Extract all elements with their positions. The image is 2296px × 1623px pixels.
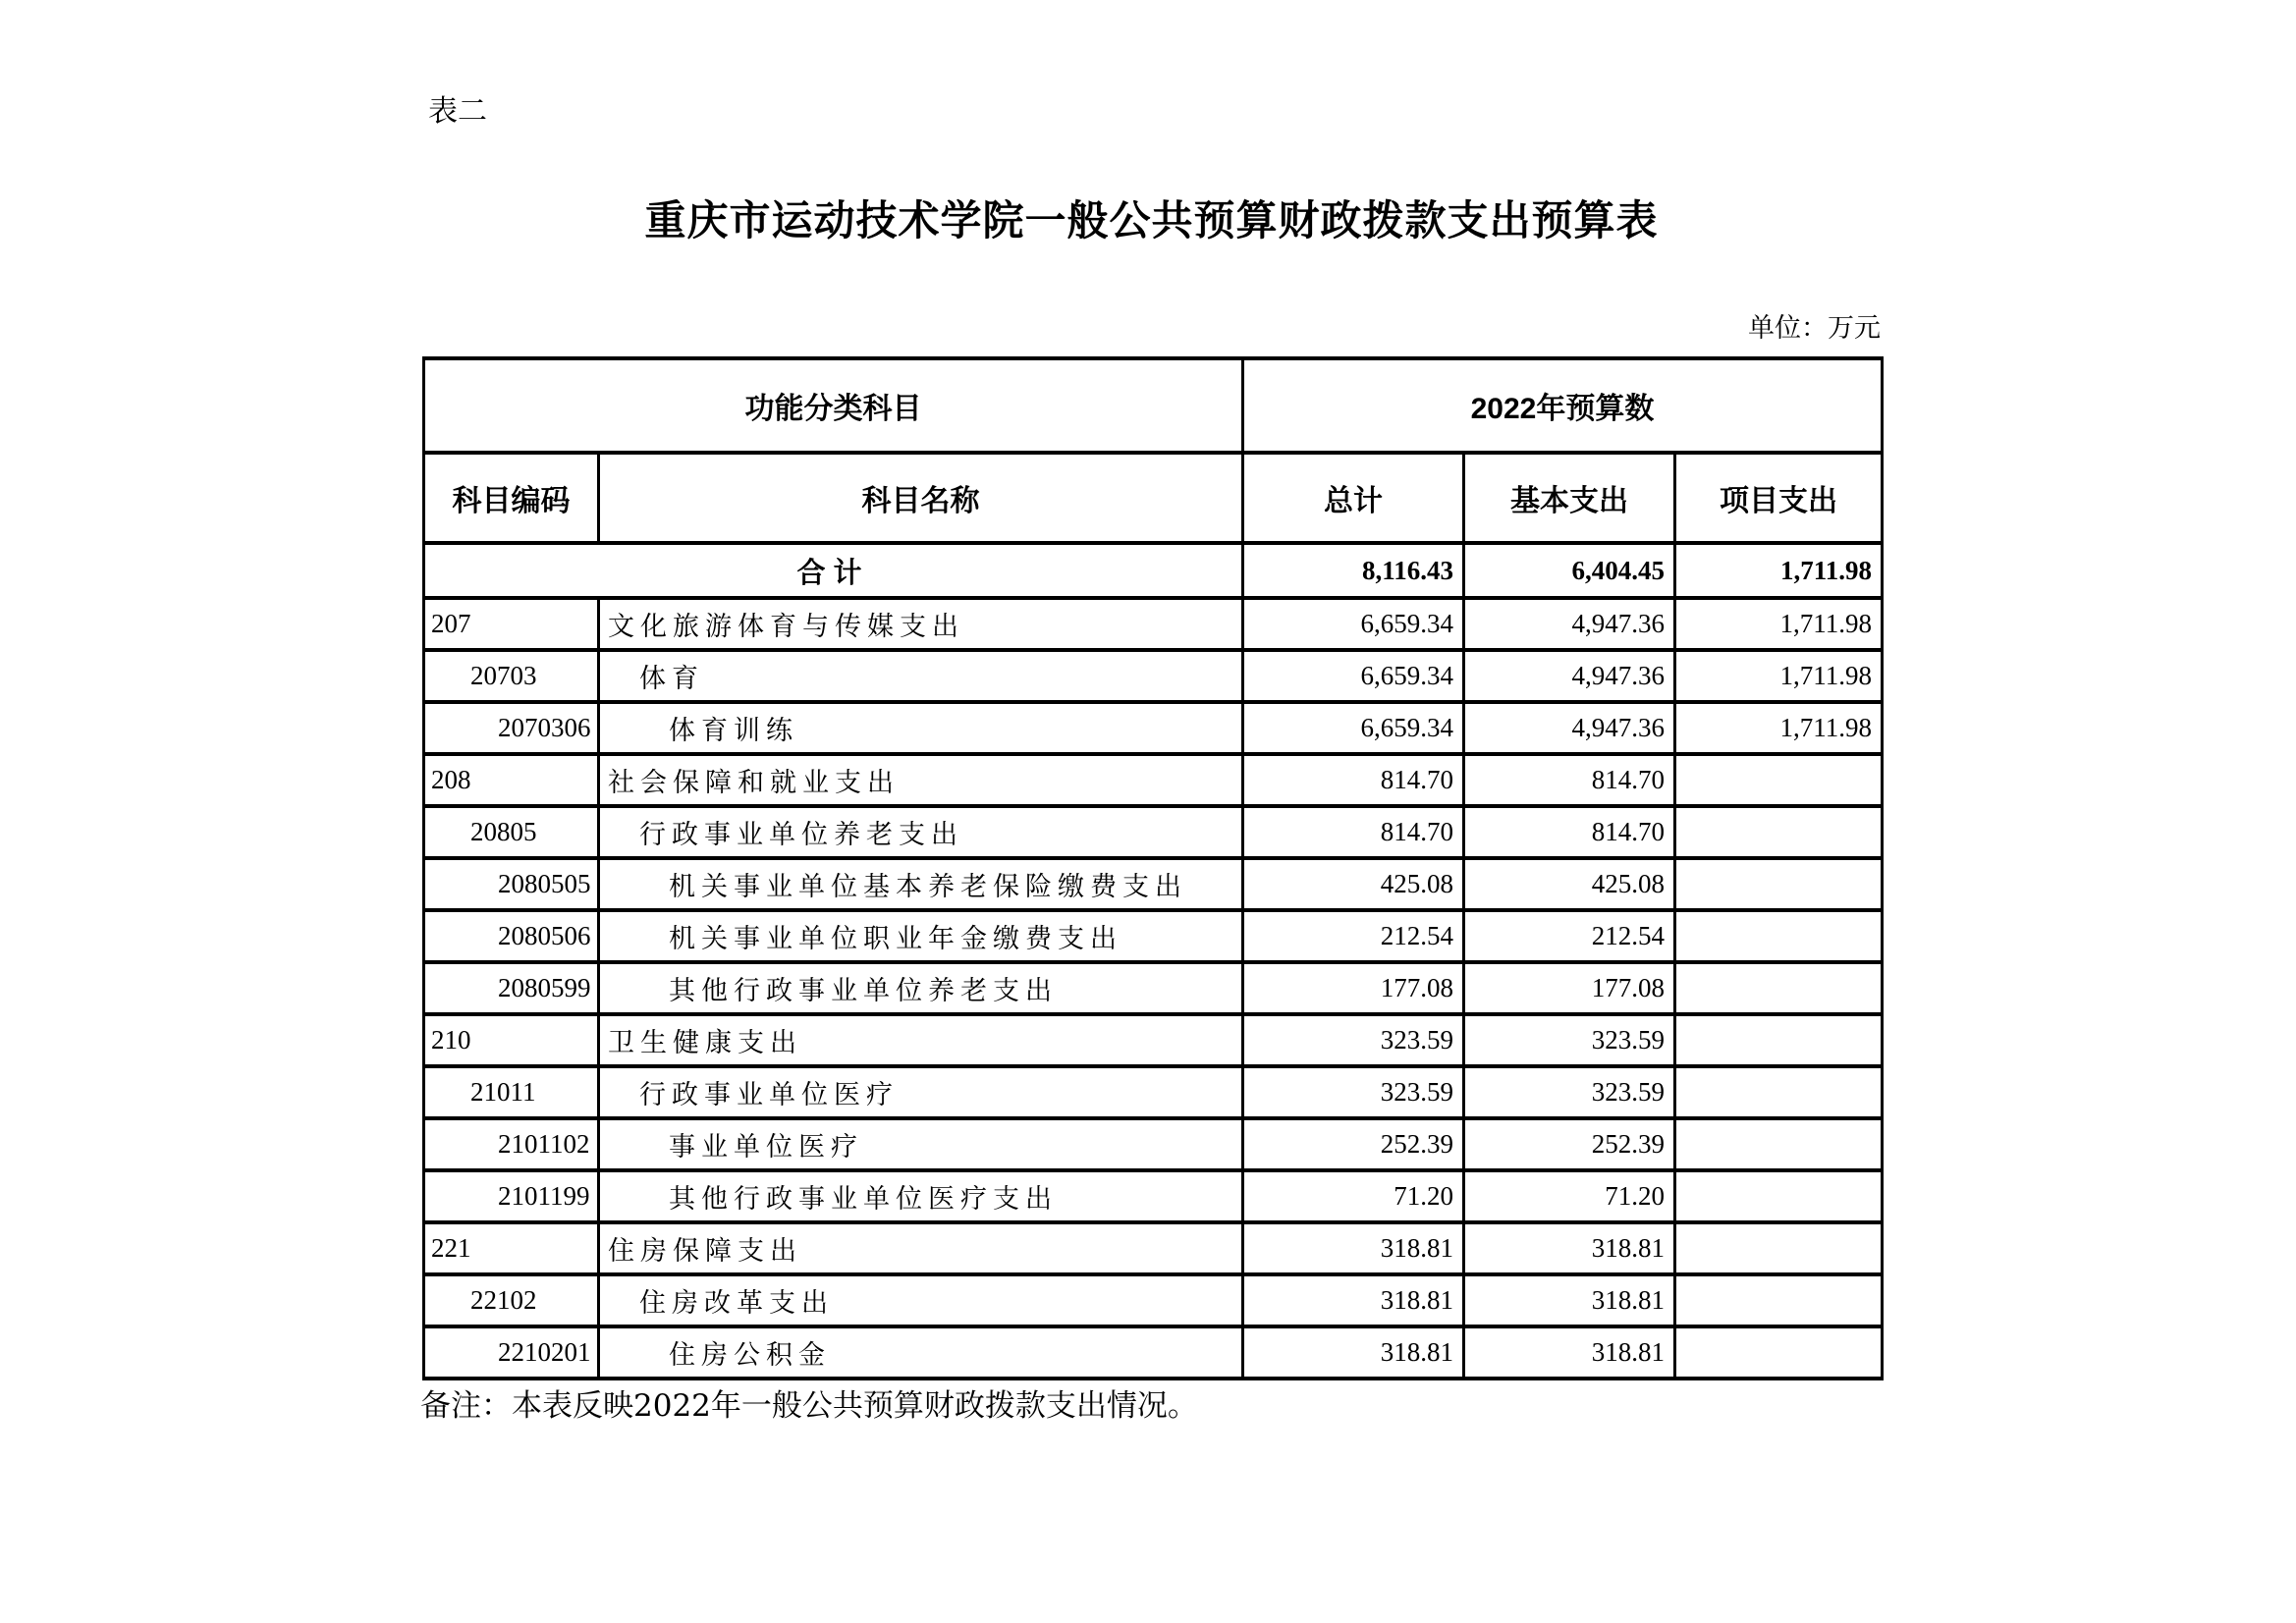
- cell-basic: 318.81: [1464, 1326, 1675, 1379]
- cell-basic: 318.81: [1464, 1274, 1675, 1326]
- grand-total-row: [424, 543, 1883, 598]
- cell-subject-name: 行政事业单位医疗: [599, 1066, 1243, 1118]
- cell-total: 425.08: [1243, 858, 1464, 910]
- cell-project: [1675, 1170, 1883, 1222]
- cell-total: 252.39: [1243, 1118, 1464, 1170]
- header-2022-budget: 2022年预算数: [1243, 358, 1883, 453]
- cell-subject-code: 208: [424, 754, 599, 806]
- header-project-expenditure: 项目支出: [1675, 453, 1883, 543]
- cell-subject-name: 机关事业单位基本养老保险缴费支出: [599, 858, 1243, 910]
- cell-basic: 71.20: [1464, 1170, 1675, 1222]
- table-row: [424, 1014, 1883, 1066]
- cell-total: 323.59: [1243, 1014, 1464, 1066]
- cell-project: [1675, 910, 1883, 962]
- cell-project: [1675, 858, 1883, 910]
- cell-total: 177.08: [1243, 962, 1464, 1014]
- table-row: [424, 1066, 1883, 1118]
- cell-total: 323.59: [1243, 1066, 1464, 1118]
- cell-basic: 814.70: [1464, 806, 1675, 858]
- cell-basic: 814.70: [1464, 754, 1675, 806]
- cell-project: 1,711.98: [1675, 543, 1883, 598]
- cell-subject-name: 社会保障和就业支出: [599, 754, 1243, 806]
- header-function-classification: 功能分类科目: [424, 358, 1243, 453]
- table-row: [424, 806, 1883, 858]
- table-row: [424, 962, 1883, 1014]
- table-row: [424, 754, 1883, 806]
- cell-project: [1675, 1066, 1883, 1118]
- cell-subject-code: 2070306: [424, 702, 599, 754]
- table-row: [424, 650, 1883, 702]
- cell-subject-code: 2101102: [424, 1118, 599, 1170]
- cell-subject-code: 20703: [424, 650, 599, 702]
- cell-subject-name: 住房公积金: [599, 1326, 1243, 1379]
- cell-subject-code: 2101199: [424, 1170, 599, 1222]
- cell-project: [1675, 754, 1883, 806]
- footnote: 备注：本表反映2022年一般公共预算财政拨款支出情况。: [420, 1388, 1198, 1424]
- cell-project: [1675, 1326, 1883, 1379]
- unit-label: 单位：万元: [1748, 313, 1881, 344]
- cell-subject-code: 22102: [424, 1274, 599, 1326]
- cell-basic: 6,404.45: [1464, 543, 1675, 598]
- table-number-label: 表二: [428, 94, 487, 129]
- cell-total: 318.81: [1243, 1222, 1464, 1274]
- cell-total: 6,659.34: [1243, 650, 1464, 702]
- cell-subject-name: 卫生健康支出: [599, 1014, 1243, 1066]
- cell-subject-code: 2210201: [424, 1326, 599, 1379]
- cell-subject-code: 221: [424, 1222, 599, 1274]
- cell-project: [1675, 962, 1883, 1014]
- cell-basic: 323.59: [1464, 1066, 1675, 1118]
- cell-total: 814.70: [1243, 754, 1464, 806]
- cell-project: 1,711.98: [1675, 702, 1883, 754]
- cell-subject-code: 2080506: [424, 910, 599, 962]
- cell-project: [1675, 1222, 1883, 1274]
- cell-subject-code: 2080599: [424, 962, 599, 1014]
- table-row: [424, 1326, 1883, 1379]
- table-row: [424, 910, 1883, 962]
- cell-subject-name: 行政事业单位养老支出: [599, 806, 1243, 858]
- page-title: 重庆市运动技术学院一般公共预算财政拨款支出预算表: [644, 199, 1659, 244]
- cell-total: 6,659.34: [1243, 598, 1464, 650]
- table-header-group-row: [424, 358, 1883, 453]
- table-row: [424, 1274, 1883, 1326]
- cell-total-label: 合计: [424, 543, 1243, 598]
- cell-project: [1675, 1118, 1883, 1170]
- cell-project: [1675, 1014, 1883, 1066]
- header-subject-name: 科目名称: [599, 453, 1243, 543]
- header-total: 总计: [1243, 453, 1464, 543]
- cell-subject-code: 2080505: [424, 858, 599, 910]
- cell-basic: 318.81: [1464, 1222, 1675, 1274]
- cell-project: [1675, 806, 1883, 858]
- cell-project: 1,711.98: [1675, 650, 1883, 702]
- cell-subject-name: 文化旅游体育与传媒支出: [599, 598, 1243, 650]
- cell-subject-name: 住房保障支出: [599, 1222, 1243, 1274]
- cell-subject-name: 其他行政事业单位养老支出: [599, 962, 1243, 1014]
- cell-basic: 252.39: [1464, 1118, 1675, 1170]
- cell-basic: 177.08: [1464, 962, 1675, 1014]
- table-row: [424, 598, 1883, 650]
- cell-subject-name: 体育训练: [599, 702, 1243, 754]
- cell-subject-code: 20805: [424, 806, 599, 858]
- cell-subject-code: 207: [424, 598, 599, 650]
- cell-total: 814.70: [1243, 806, 1464, 858]
- cell-subject-name: 体育: [599, 650, 1243, 702]
- cell-total: 6,659.34: [1243, 702, 1464, 754]
- cell-basic: 323.59: [1464, 1014, 1675, 1066]
- header-basic-expenditure: 基本支出: [1464, 453, 1675, 543]
- cell-basic: 212.54: [1464, 910, 1675, 962]
- table-header-row: [424, 453, 1883, 543]
- table-row: [424, 1222, 1883, 1274]
- cell-basic: 4,947.36: [1464, 702, 1675, 754]
- cell-subject-code: 21011: [424, 1066, 599, 1118]
- table-row: [424, 1170, 1883, 1222]
- cell-subject-name: 事业单位医疗: [599, 1118, 1243, 1170]
- budget-table: [422, 356, 1884, 1380]
- cell-total: 8,116.43: [1243, 543, 1464, 598]
- cell-project: [1675, 1274, 1883, 1326]
- cell-subject-name: 住房改革支出: [599, 1274, 1243, 1326]
- cell-subject-code: 210: [424, 1014, 599, 1066]
- cell-project: 1,711.98: [1675, 598, 1883, 650]
- cell-total: 318.81: [1243, 1274, 1464, 1326]
- header-subject-code: 科目编码: [424, 453, 599, 543]
- cell-total: 318.81: [1243, 1326, 1464, 1379]
- table-row: [424, 702, 1883, 754]
- cell-total: 212.54: [1243, 910, 1464, 962]
- cell-subject-name: 机关事业单位职业年金缴费支出: [599, 910, 1243, 962]
- table-row: [424, 1118, 1883, 1170]
- cell-total: 71.20: [1243, 1170, 1464, 1222]
- cell-subject-name: 其他行政事业单位医疗支出: [599, 1170, 1243, 1222]
- table-row: [424, 858, 1883, 910]
- cell-basic: 425.08: [1464, 858, 1675, 910]
- cell-basic: 4,947.36: [1464, 598, 1675, 650]
- cell-basic: 4,947.36: [1464, 650, 1675, 702]
